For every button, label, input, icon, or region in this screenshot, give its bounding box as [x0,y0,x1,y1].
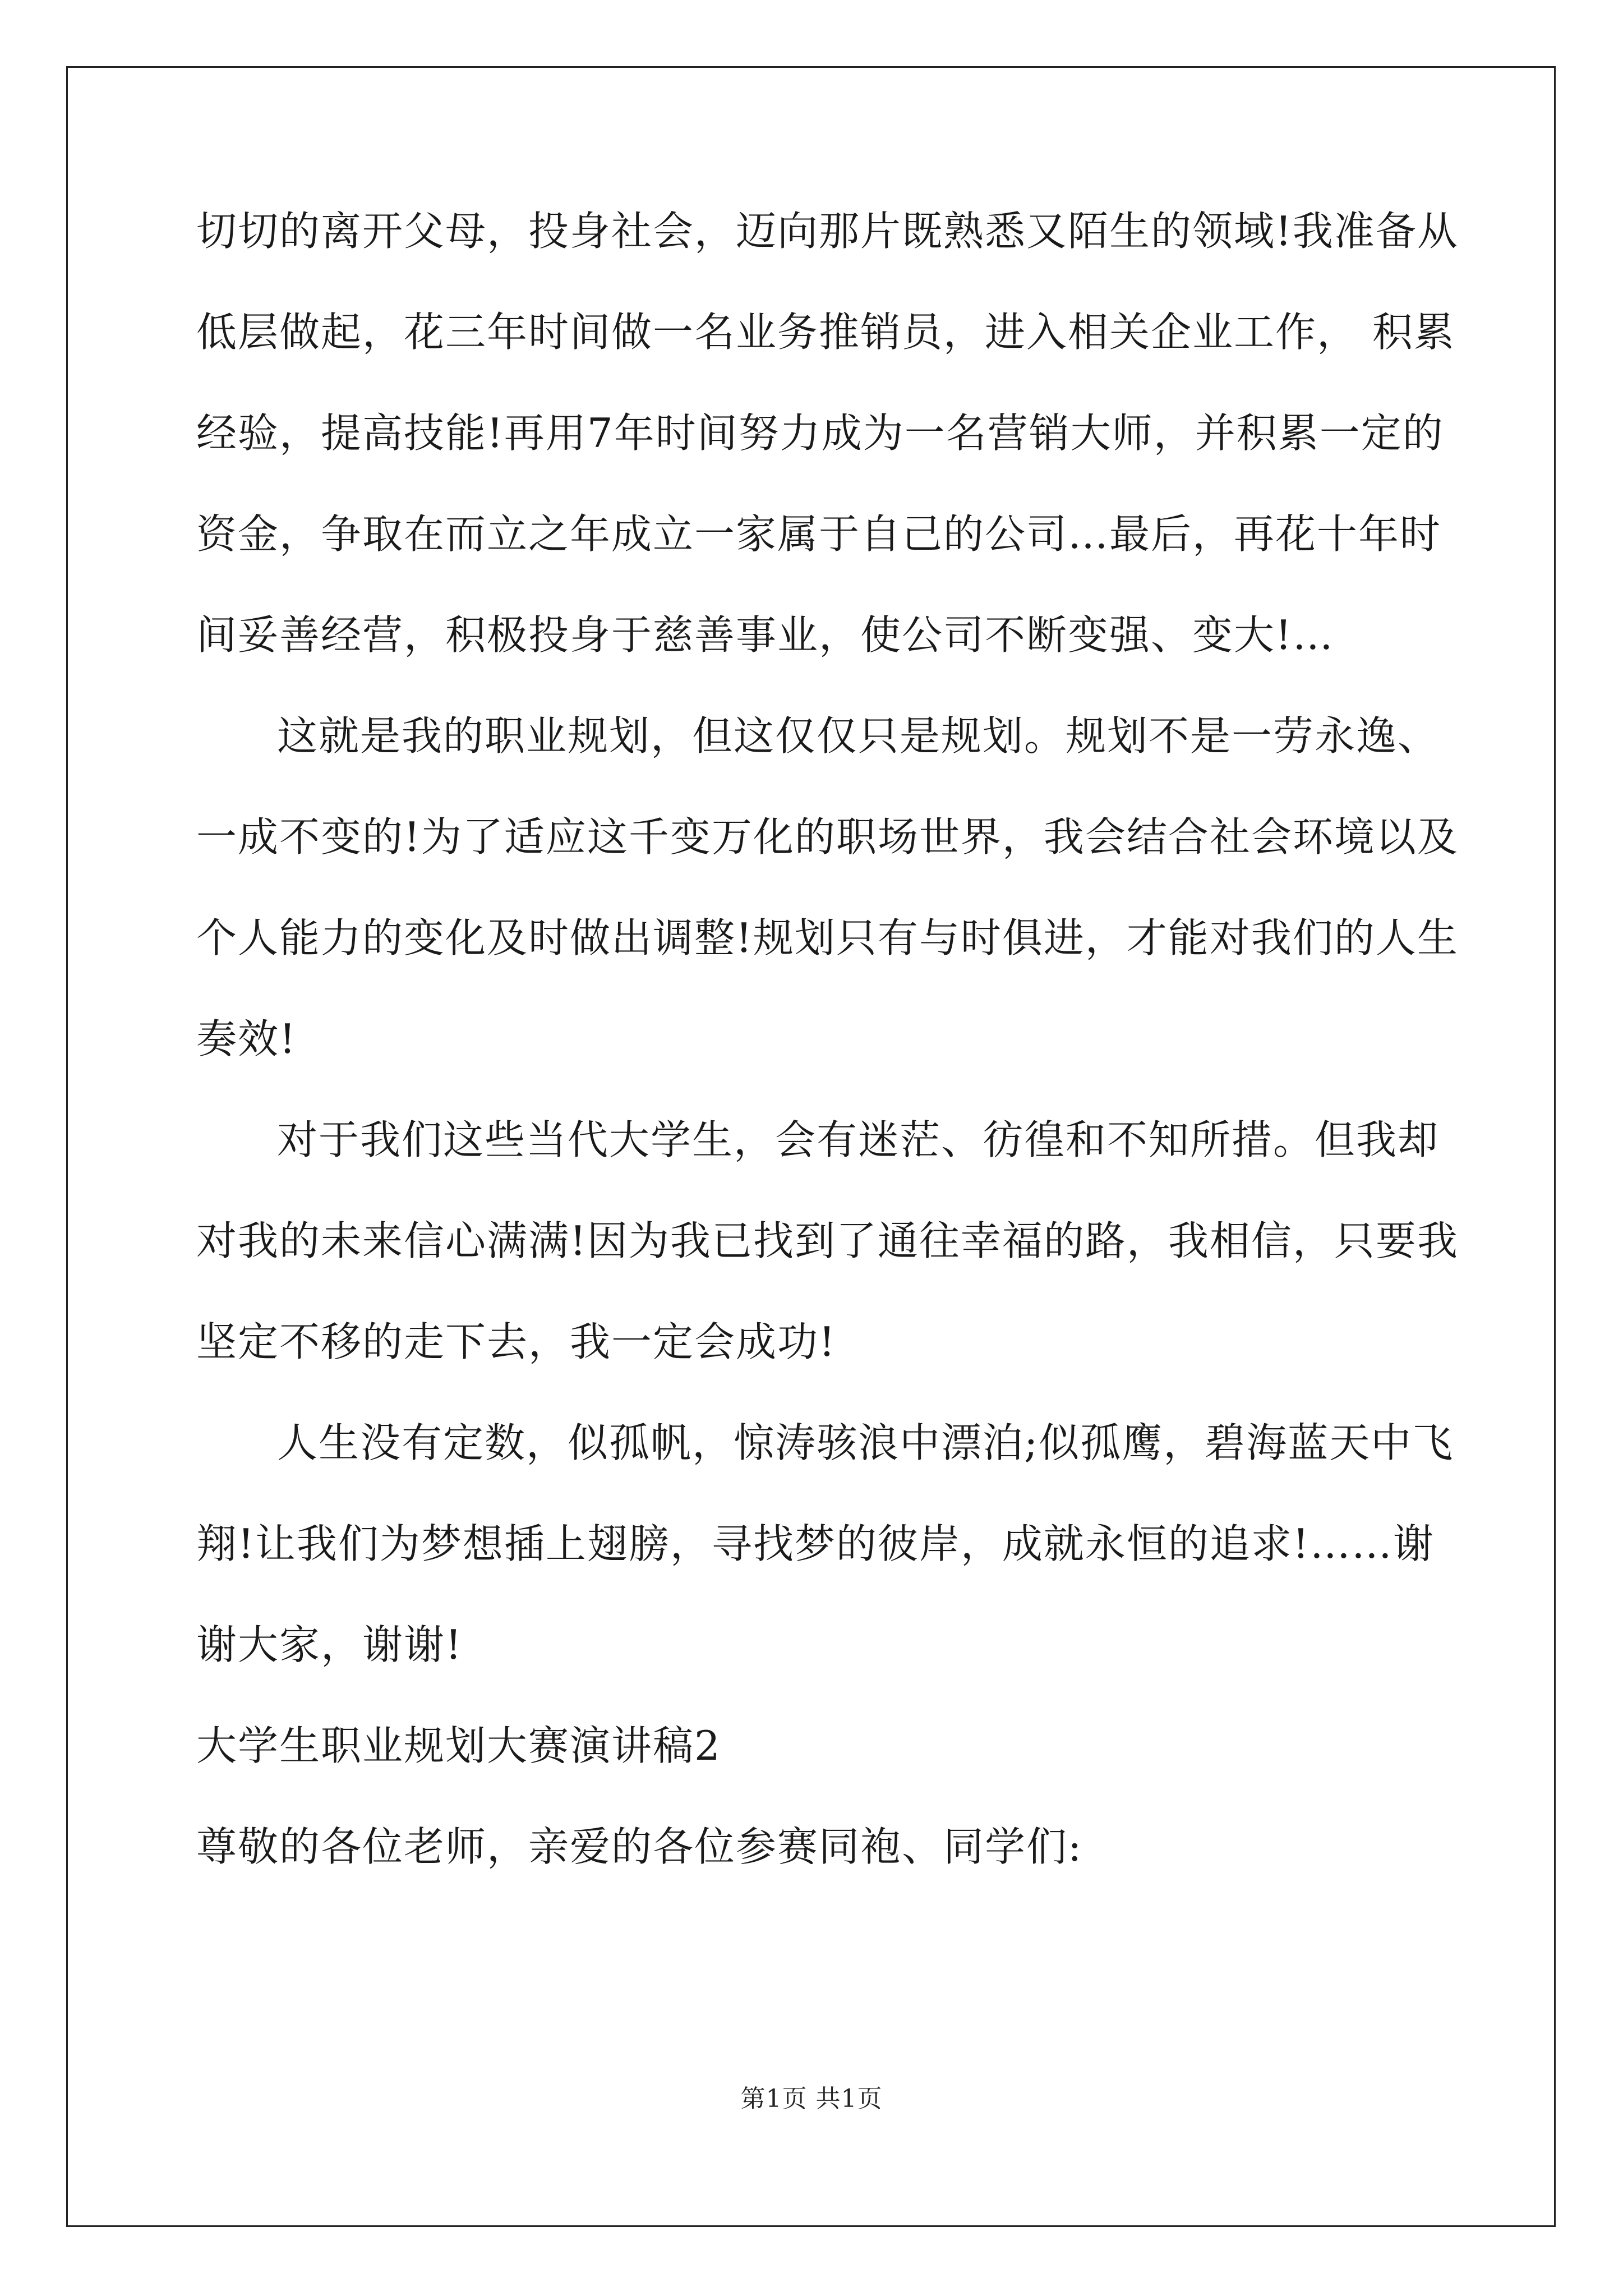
paragraph-1-line-5: 间妥善经营，积极投身于慈善事业，使公司不断变强、变大!… [196,611,1334,659]
paragraph-2-line-3: 个人能力的变化及时做出调整!规划只有与时俱进，才能对我们的人生 [196,914,1459,961]
paragraph-4-line-3: 谢大家，谢谢! [196,1621,463,1668]
paragraph-3-line-1: 对于我们这些当代大学生，会有迷茫、彷徨和不知所措。但我却 [277,1116,1440,1163]
paragraph-2-line-1: 这就是我的职业规划，但这仅仅只是规划。规划不是一劳永逸、 [277,712,1440,760]
paragraph-3-line-2: 对我的未来信心满满!因为我已找到了通往幸福的路，我相信，只要我 [196,1217,1459,1264]
paragraph-1-line-2: 低层做起，花三年时间做一名业务推销员，进入相关企业工作， 积累 [196,309,1455,356]
salutation: 尊敬的各位老师，亲爱的各位参赛同袍、同学们: [196,1823,1083,1870]
paragraph-1-line-3: 经验，提高技能!再用7年时间努力成为一名营销大师，并积累一定的 [196,409,1444,457]
page-footer: 第1页 共1页 [740,2085,883,2113]
paragraph-3-line-3: 坚定不移的走下去，我一定会成功! [196,1318,836,1365]
paragraph-1-line-4: 资金，争取在而立之年成立一家属于自己的公司…最后，再花十年时 [196,510,1442,558]
paragraph-4-line-1: 人生没有定数，似孤帆，惊涛骇浪中漂泊;似孤鹰，碧海蓝天中飞 [277,1419,1454,1466]
paragraph-4-line-2: 翔!让我们为梦想插上翅膀，寻找梦的彼岸，成就永恒的追求!……谢 [196,1520,1435,1567]
paragraph-1-line-1: 切切的离开父母，投身社会，迈向那片既熟悉又陌生的领域!我准备从 [196,208,1459,255]
section-title: 大学生职业规划大赛演讲稿2 [196,1722,721,1769]
paragraph-2-line-4: 奏效! [196,1015,297,1062]
paragraph-2-line-2: 一成不变的!为了适应这千变万化的职场世界，我会结合社会环境以及 [196,813,1459,861]
document-body [196,208,1459,1927]
